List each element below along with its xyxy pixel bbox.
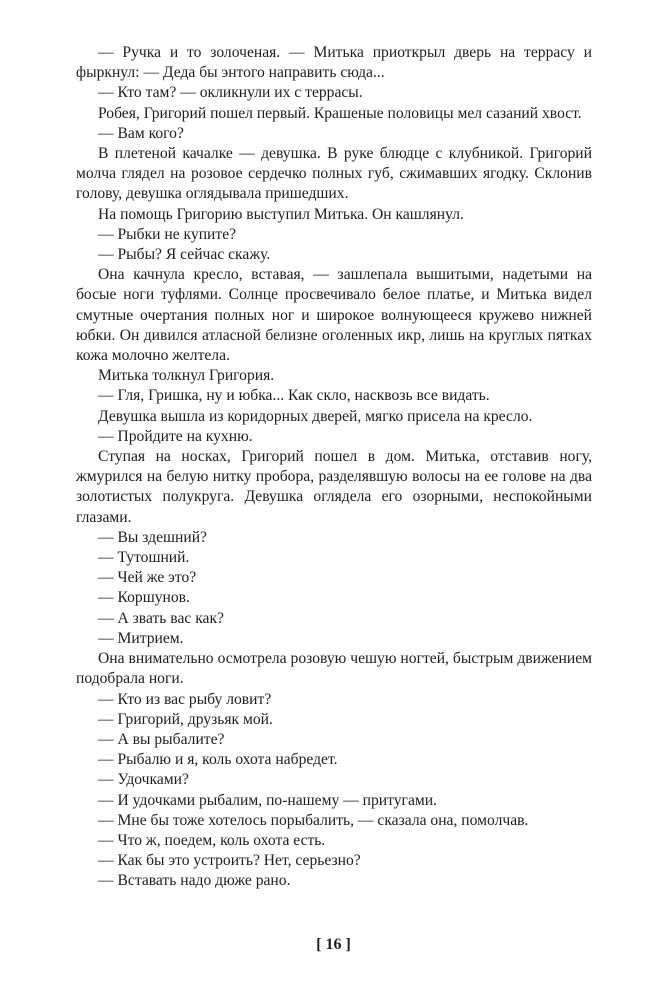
paragraph: — И удочками рыбалим, по-нашему — притугами. <box>98 791 437 809</box>
paragraph: — Рыбалю и я, коль охота набредет. <box>98 751 338 769</box>
paragraph: — А звать вас как? <box>98 609 224 627</box>
paragraph: — Гля, Гришка, ну и юбка... Как скло, насквозь все видать. <box>98 387 490 405</box>
paragraph: Девушка вышла из коридорных дверей, мягко присела на кресло. <box>98 407 533 425</box>
paragraph: — Мне бы тоже хотелось порыбалить, — сказала она, помолчав. <box>98 811 529 829</box>
paragraph: В плетеной качалке — девушка. В руке блюдце с клубникой. Григорий молча глядел на розовое сердечко полных губ, сжимавших ягодку. Склонив голову, девушка оглядывала пришедших. <box>76 145 592 203</box>
paragraph: Она внимательно осмотрела розовую чешую ногтей, быстрым движением подобрала ноги. <box>76 650 592 688</box>
paragraph: — Рыбки не купите? <box>98 225 237 243</box>
paragraph: Робея, Григорий пошел первый. Крашеные половицы мел сазаний хвост. <box>98 104 582 122</box>
paragraph: Митька толкнул Григория. <box>98 367 275 385</box>
paragraph: — Пройдите на кухню. <box>98 427 253 445</box>
page-number: [ 16 ] <box>316 936 351 953</box>
paragraph: — Кто из вас рыбу ловит? <box>98 690 272 708</box>
paragraph: Ступая на носках, Григорий пошел в дом. Митька, отставив ногу, жмурился на белую нитку пробора, разделявшую волосы на ее голове на два золотистых полукруга. Девушка оглядела его озорными, неспокойными глазами. <box>76 448 592 526</box>
paragraph: — Как бы это устроить? Нет, серьезно? <box>98 852 361 870</box>
paragraph: — Чей же это? <box>98 569 197 587</box>
paragraph: — Вставать надо дюже рано. <box>98 872 291 890</box>
paragraph: — Митрием. <box>98 629 184 647</box>
page-text <box>76 43 592 892</box>
paragraph: — Григорий, друзьяк мой. <box>98 710 273 728</box>
paragraph: — А вы рыбалите? <box>98 730 225 748</box>
paragraph: — Вам кого? <box>98 124 184 142</box>
paragraph: На помощь Григорию выступил Митька. Он кашлянул. <box>98 205 464 223</box>
paragraph: — Коршунов. <box>98 589 190 607</box>
paragraph: — Рыбы? Я сейчас скажу. <box>98 246 271 264</box>
paragraph: — Кто там? — окликнули их с террасы. <box>98 84 363 102</box>
paragraph: — Ручка и то золоченая. — Митька приоткрыл дверь на террасу и фыркнул: — Деда бы энтого направить сюда... <box>76 44 592 82</box>
paragraph: — Что ж, поедем, коль охота есть. <box>98 831 326 849</box>
paragraph: Она качнула кресло, вставая, — зашлепала вышитыми, надетыми на босые ноги туфлями. Солнце просвечивало белое платье, и Митька видел смутные очертания полных ног и широкое волнующееся кружево нижней юбки. Он дивился атласной белизне оголенных икр, лишь на круглых пятках кожа молочно желтела. <box>76 266 592 365</box>
paragraph: — Вы здешний? <box>98 528 207 546</box>
paragraph: — Удочками? <box>98 771 189 789</box>
paragraph: — Тутошний. <box>98 549 190 567</box>
